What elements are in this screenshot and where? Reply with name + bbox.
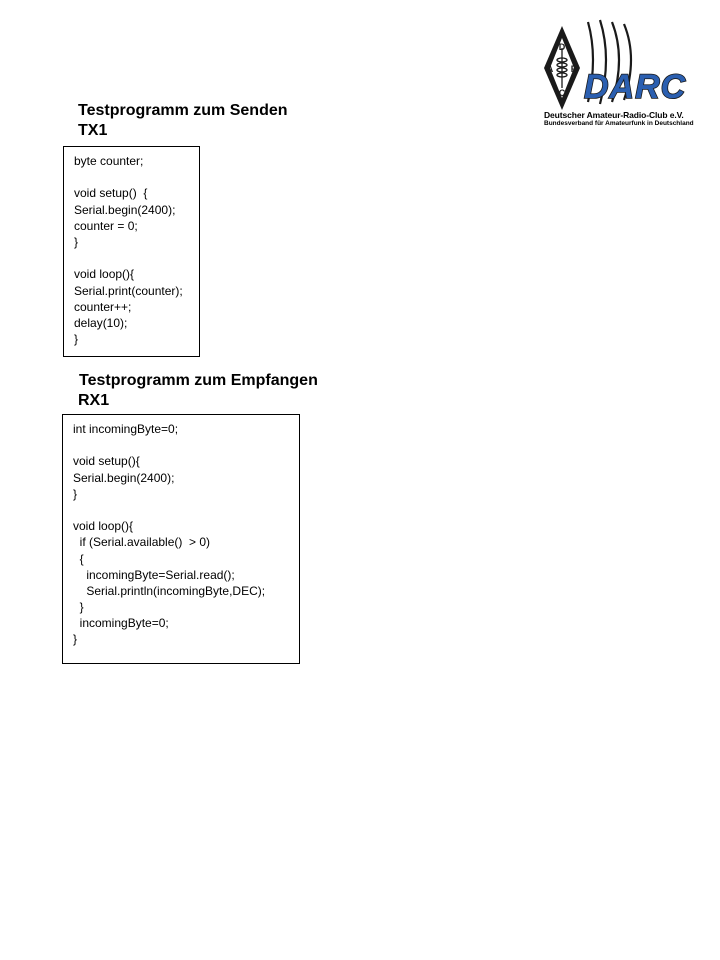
emblem-letter-r: R — [570, 64, 578, 74]
emblem-letter-c: C — [558, 88, 566, 98]
code-line: delay(10); — [74, 315, 128, 330]
code-line — [74, 169, 199, 185]
code-line: int incomingByte=0; — [73, 422, 179, 436]
code-line — [73, 502, 299, 518]
code-line: Serial.begin(2400); — [73, 470, 175, 485]
code-line: incomingByte=Serial.read(); — [73, 567, 235, 582]
code-line: void setup() { — [74, 186, 148, 201]
code-line: } — [73, 486, 78, 501]
code-line: incomingByte=0; — [73, 616, 169, 631]
code-line — [73, 437, 299, 453]
code-line: } — [73, 600, 84, 615]
code-line: if (Serial.available() > 0) — [73, 535, 211, 550]
rx-heading — [78, 371, 338, 411]
code-line: } — [73, 632, 78, 647]
code-line: void loop(){ — [74, 267, 135, 282]
logo-org-name: Deutscher Amateur-Radio-Club e.V. — [544, 110, 684, 120]
code-line: Serial.println(incomingByte,DEC); — [73, 583, 266, 598]
tx-code-box — [63, 146, 200, 357]
code-line: } — [74, 332, 79, 347]
darc-logo — [528, 18, 712, 130]
rx-heading-title: Testprogramm zum Empfangen — [79, 372, 318, 389]
logo-subtitle: Bundesverband für Amateurfunk in Deutschland — [544, 120, 694, 127]
tx-heading-title: Testprogramm zum Senden — [78, 102, 288, 119]
emblem-letter-a: A — [546, 64, 554, 74]
rx-heading-label: RX1 — [78, 392, 110, 409]
emblem-letter-d: D — [558, 42, 566, 52]
code-line: counter = 0; — [74, 218, 138, 233]
tx-heading — [78, 101, 308, 141]
darc-wordmark: DARC — [584, 68, 687, 106]
code-line: } — [74, 234, 79, 249]
code-line: byte counter; — [74, 154, 144, 168]
code-line: counter++; — [74, 299, 132, 314]
code-line: Serial.begin(2400); — [74, 202, 176, 217]
code-line: Serial.print(counter); — [74, 283, 183, 298]
tx-heading-label: TX1 — [78, 122, 108, 139]
rx-code-box — [62, 414, 300, 664]
code-line: void loop(){ — [73, 519, 134, 534]
code-line: { — [73, 551, 84, 566]
code-line — [74, 250, 199, 266]
code-line: void setup(){ — [73, 454, 140, 469]
